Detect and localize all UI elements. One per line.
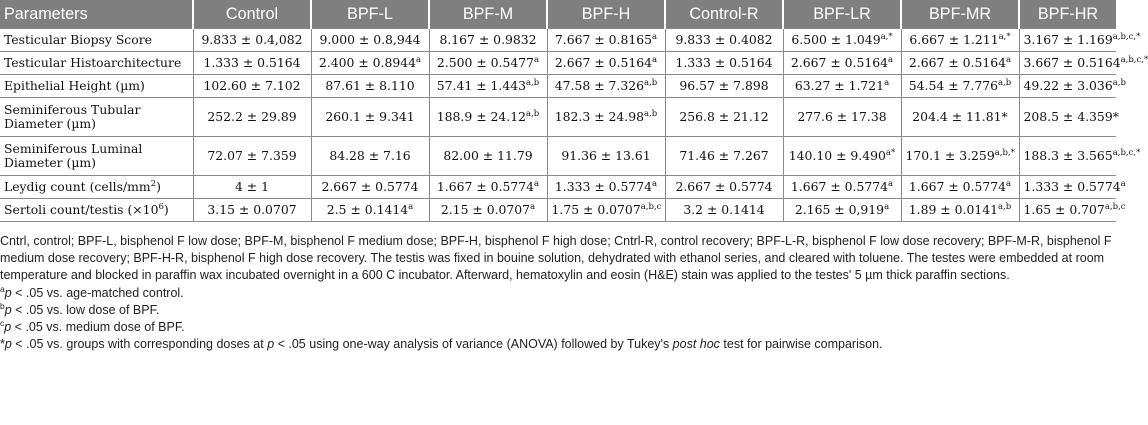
value-cell: 87.61 ± 8.110 xyxy=(311,75,429,98)
value-cell: 260.1 ± 9.341 xyxy=(311,98,429,137)
header-bpf-lr: BPF-LR xyxy=(783,0,901,29)
value-cell: 2.667 ± 0.5164$^a$ xyxy=(783,52,901,75)
value-cell: 2.5 ± 0.1414$^a$ xyxy=(311,199,429,222)
value-cell: $188.3 \pm 3.565^{a,b,c,*}$ xyxy=(1019,137,1116,176)
table-row xyxy=(0,52,1116,75)
significance-mark: a,b xyxy=(643,78,658,88)
table-row xyxy=(0,176,1116,199)
value-cell: 82.00 ± 11.79 xyxy=(429,137,547,176)
significance-mark: a,b xyxy=(997,202,1012,212)
table-row xyxy=(0,199,1116,222)
value-cell: 1.333 ± 0.5164 xyxy=(665,52,783,75)
value-cell: 277.6 ± 17.38 xyxy=(783,98,901,137)
value-cell: 1.667 ± 0.5774$^a$ xyxy=(783,176,901,199)
abbreviations-note: Cntrl, control; BPF-L, bisphenol F low dose; BPF-M, bisphenol F medium dose; BPF-H, bisphenol F high dose; Cntrl-R, control recovery; BPF-L-R, bisphenol F low dose recovery; BPF-M-R, bisphenol F medium dose recovery; BPF-H-R, bisphenol F high dose recovery. The testis was fixed in bouine solution, dehydrated with ethanol series, and cleared with toluene. The testes were embedded at room temperature and blocked in paraffin wax incubated overnight in a 600 C incubator. Afterward, hematoxylin and eosin (H&E) stain was applied to the testes' 5 µm thick paraffin sections. xyxy=(0,234,1112,282)
significance-mark: a,b xyxy=(997,78,1012,88)
table-row xyxy=(0,98,1116,137)
value-cell: 3.2 ± 0.1414 xyxy=(665,199,783,222)
value-cell: 72.07 ± 7.359 xyxy=(193,137,311,176)
value-cell: 2.667 ± 0.5774 xyxy=(311,176,429,199)
footnote-a: $^a$p < .05 vs. age-matched control. xyxy=(0,284,184,300)
value-cell: $3.167 \pm 1.169^{a,b,c,*}$ xyxy=(1019,29,1116,52)
value-cell: 84.28 ± 7.16 xyxy=(311,137,429,176)
significance-mark: a xyxy=(534,179,540,189)
header-bpf-mr: BPF-MR xyxy=(901,0,1019,29)
significance-mark: a,b,c xyxy=(1104,202,1126,212)
significance-mark: a,b,* xyxy=(994,148,1015,158)
value-cell: 1.667 ± 0.5774$^a$ xyxy=(901,176,1019,199)
value-cell: 4 ± 1 xyxy=(193,176,311,199)
significance-mark: a xyxy=(1120,179,1126,189)
table-row xyxy=(0,137,1116,176)
significance-mark: a xyxy=(652,32,658,42)
value-cell: 9.000 ± 0.8,944 xyxy=(311,29,429,52)
significance-mark: a,b xyxy=(643,109,658,119)
footnote-b: $^b$p < .05 vs. low dose of BPF. xyxy=(0,301,160,317)
significance-mark: a,b xyxy=(525,78,540,88)
value-cell: 63.27 ± 1.721$^a$ xyxy=(783,75,901,98)
parameter-cell: Sertoli count/testis $(\times 10^6)$ xyxy=(0,199,193,222)
value-cell: 1.333 ± 0.5164 xyxy=(193,52,311,75)
value-cell: 8.167 ± 0.9832 xyxy=(429,29,547,52)
table-row xyxy=(0,75,1116,98)
header-bpf-l: BPF-L xyxy=(311,0,429,29)
significance-mark: a,b,c,* xyxy=(1112,32,1141,42)
significance-mark: a,b xyxy=(1112,78,1126,88)
value-cell: 9.833 ± 0.4082 xyxy=(665,29,783,52)
value-cell: 9.833 ± 0.4,082 xyxy=(193,29,311,52)
table-row xyxy=(0,29,1116,52)
value-cell: 1.333 ± 0.5774$^a$ xyxy=(547,176,665,199)
value-cell: 96.57 ± 7.898 xyxy=(665,75,783,98)
value-cell: 208.5 ± 4.359* xyxy=(1019,98,1116,137)
significance-mark: a,b,c,* xyxy=(1112,148,1141,158)
value-cell: 3.15 ± 0.0707 xyxy=(193,199,311,222)
parameter-cell: Testicular Biopsy Score xyxy=(0,29,193,52)
value-cell: 204.4 ± 11.81* xyxy=(901,98,1019,137)
significance-mark: a xyxy=(530,202,536,212)
significance-mark: a xyxy=(884,202,890,212)
value-cell: 71.46 ± 7.267 xyxy=(665,137,783,176)
value-cell: $6.667 \pm 1.211^{a,*}$ xyxy=(901,29,1019,52)
significance-mark: a xyxy=(652,179,658,189)
header-bpf-hr: BPF-HR xyxy=(1019,0,1116,29)
value-cell: 91.36 ± 13.61 xyxy=(547,137,665,176)
significance-mark: a xyxy=(888,55,894,65)
significance-mark: a,b,c,* xyxy=(1120,55,1148,65)
significance-mark: a* xyxy=(885,148,896,158)
value-cell: 256.8 ± 21.12 xyxy=(665,98,783,137)
table-header-row xyxy=(0,0,1116,29)
value-cell: 7.667 ± 0.8165$^a$ xyxy=(547,29,665,52)
value-cell: $1.65 \pm 0.707^{a,b,c}$ xyxy=(1019,199,1116,222)
value-cell: $188.9 \pm 24.12^{a,b}$ xyxy=(429,98,547,137)
value-cell: 2.400 ± 0.8944$^a$ xyxy=(311,52,429,75)
table-body xyxy=(0,29,1148,222)
value-cell: $170.1 \pm 3.259^{a,b,*}$ xyxy=(901,137,1019,176)
significance-mark: a xyxy=(884,78,890,88)
footnote-c: $^c$p < .05 vs. medium dose of BPF. xyxy=(0,318,185,334)
parameter-cell: Seminiferous Luminal Diameter (µm) xyxy=(0,137,193,176)
value-cell: $54.54 \pm 7.776^{a,b}$ xyxy=(901,75,1019,98)
value-cell: 2.667 ± 0.5774 xyxy=(665,176,783,199)
value-cell: $47.58 \pm 7.326^{a,b}$ xyxy=(547,75,665,98)
significance-mark: a,* xyxy=(880,32,893,42)
parameter-cell: Seminiferous Tubular Diameter (µm) xyxy=(0,98,193,137)
parameter-cell: Testicular Histoarchitecture xyxy=(0,52,193,75)
header-control-r: Control-R xyxy=(665,0,783,29)
value-cell: $6.500 \pm 1.049^{a,*}$ xyxy=(783,29,901,52)
value-cell: $140.10 \pm 9.490^{a*}$ xyxy=(783,137,901,176)
value-cell: 252.2 ± 29.89 xyxy=(193,98,311,137)
parameter-cell: Leydig count $(cells/mm^2)$ xyxy=(0,176,193,199)
value-cell: $182.3 \pm 24.98^{a,b}$ xyxy=(547,98,665,137)
header-bpf-m: BPF-M xyxy=(429,0,547,29)
footnote-star: *p < .05 vs. groups with corresponding doses at p < .05 using one-way analysis of variance (ANOVA) followed by Tukey's post hoc test for pairwise comparison. xyxy=(0,337,883,351)
table-footnotes xyxy=(0,233,1112,353)
significance-mark: a xyxy=(416,55,422,65)
value-cell: $1.89 \pm 0.0141^{a,b}$ xyxy=(901,199,1019,222)
value-cell: $57.41 \pm 1.443^{a,b}$ xyxy=(429,75,547,98)
value-cell: 2.667 ± 0.5164$^a$ xyxy=(901,52,1019,75)
header-control: Control xyxy=(193,0,311,29)
value-cell: 2.15 ± 0.0707$^a$ xyxy=(429,199,547,222)
significance-mark: a,* xyxy=(998,32,1011,42)
significance-mark: a xyxy=(534,55,540,65)
significance-mark: a xyxy=(888,179,894,189)
significance-mark: a xyxy=(408,202,414,212)
value-cell: $3.667 \pm 0.5164^{a,b,c,*}$ xyxy=(1019,52,1116,75)
value-cell: 2.500 ± 0.5477$^a$ xyxy=(429,52,547,75)
parameter-cell: Epithelial Height (µm) xyxy=(0,75,193,98)
value-cell: $1.75 \pm 0.0707^{a,b,c}$ xyxy=(547,199,665,222)
value-cell: 102.60 ± 7.102 xyxy=(193,75,311,98)
significance-mark: a xyxy=(652,55,658,65)
significance-mark: a xyxy=(1006,55,1012,65)
value-cell: 2.165 ± 0,919$^a$ xyxy=(783,199,901,222)
header-bpf-h: BPF-H xyxy=(547,0,665,29)
value-cell: 1.667 ± 0.5774$^a$ xyxy=(429,176,547,199)
value-cell: $49.22 \pm 3.036^{a,b}$ xyxy=(1019,75,1116,98)
header-parameters: Parameters xyxy=(0,0,193,29)
value-cell: 1.333 ± 0.5774$^a$ xyxy=(1019,176,1116,199)
value-cell: 2.667 ± 0.5164$^a$ xyxy=(547,52,665,75)
significance-mark: a xyxy=(1006,179,1012,189)
significance-mark: a,b,c xyxy=(640,202,662,212)
significance-mark: a,b xyxy=(525,109,540,119)
